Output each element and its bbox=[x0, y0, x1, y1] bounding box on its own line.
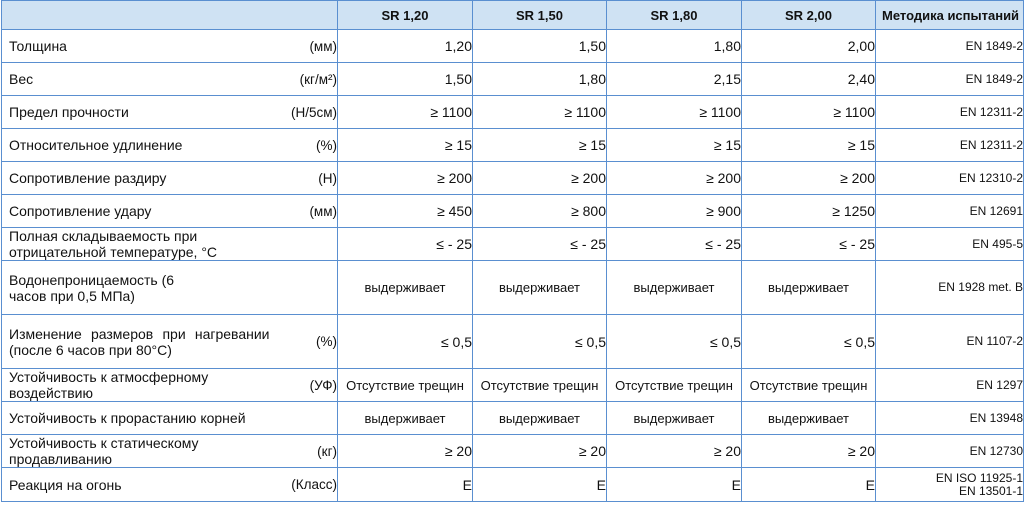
test-method: EN 1849-2 bbox=[876, 63, 1024, 96]
value-sr-1-50: выдерживает bbox=[473, 402, 607, 435]
value-sr-1-50: ≥ 200 bbox=[473, 162, 607, 195]
value-sr-2-00: ≥ 200 bbox=[742, 162, 876, 195]
value-sr-1-80: ≤ - 25 bbox=[607, 228, 742, 261]
header-row bbox=[2, 1, 1024, 30]
param-unit: (%) bbox=[270, 129, 338, 162]
table-row bbox=[2, 63, 1024, 96]
param-name-cell bbox=[2, 369, 270, 402]
param-name-cell bbox=[2, 468, 270, 502]
value-sr-1-20: ≤ 0,5 bbox=[338, 315, 473, 369]
param-name-cell bbox=[2, 162, 270, 195]
value-sr-2-00: 2,00 bbox=[742, 30, 876, 63]
value-sr-1-80: ≥ 1100 bbox=[607, 96, 742, 129]
value-sr-1-50: 1,80 bbox=[473, 63, 607, 96]
value-sr-1-50: ≥ 15 bbox=[473, 129, 607, 162]
test-method: EN 12311-2 bbox=[876, 129, 1024, 162]
table-row bbox=[2, 468, 1024, 502]
param-name-cell bbox=[2, 63, 270, 96]
value-sr-2-00: ≥ 20 bbox=[742, 435, 876, 468]
value-sr-1-20: ≥ 450 bbox=[338, 195, 473, 228]
table-row bbox=[2, 162, 1024, 195]
header-blank-cell bbox=[2, 1, 338, 30]
table-row bbox=[2, 30, 1024, 63]
test-method-multiline bbox=[876, 468, 1024, 502]
param-unit bbox=[270, 228, 338, 261]
value-sr-2-00: ≥ 1100 bbox=[742, 96, 876, 129]
header-sr-2-00: SR 2,00 bbox=[742, 1, 876, 30]
header-sr-1-80: SR 1,80 bbox=[607, 1, 742, 30]
table-row bbox=[2, 96, 1024, 129]
header-test-method: Методика испытаний bbox=[876, 1, 1024, 30]
value-sr-2-00: ≥ 1250 bbox=[742, 195, 876, 228]
table-row bbox=[2, 195, 1024, 228]
test-method: EN 1297 bbox=[876, 369, 1024, 402]
param-name: Сопротивление раздиру bbox=[9, 170, 167, 186]
test-method: EN 12310-2 bbox=[876, 162, 1024, 195]
test-method: EN 1849-2 bbox=[876, 30, 1024, 63]
param-unit: (Н/5см) bbox=[270, 96, 338, 129]
param-name-cell bbox=[2, 30, 270, 63]
value-sr-2-00: ≤ 0,5 bbox=[742, 315, 876, 369]
value-sr-2-00: ≤ - 25 bbox=[742, 228, 876, 261]
test-method: EN 13948 bbox=[876, 402, 1024, 435]
param-unit: (Н) bbox=[270, 162, 338, 195]
value-sr-1-20: Отсутствие трещин bbox=[338, 369, 473, 402]
value-sr-2-00: Отсутствие трещин bbox=[742, 369, 876, 402]
test-method: EN 1107-2 bbox=[876, 315, 1024, 369]
param-unit: (кг/м²) bbox=[270, 63, 338, 96]
test-method: EN 495-5 bbox=[876, 228, 1024, 261]
value-sr-1-50: ≤ - 25 bbox=[473, 228, 607, 261]
test-method-line-1: EN ISO 11925-1 bbox=[935, 470, 1023, 485]
test-method: EN 1928 met. B bbox=[876, 261, 1024, 315]
value-sr-1-80: ≥ 15 bbox=[607, 129, 742, 162]
value-sr-1-20: ≥ 200 bbox=[338, 162, 473, 195]
param-name: Изменение размеров при нагревании (после 6 часов при 80°С) bbox=[9, 325, 270, 358]
param-unit: (кг) bbox=[270, 435, 338, 468]
value-sr-1-20: ≤ - 25 bbox=[338, 228, 473, 261]
param-unit bbox=[270, 402, 338, 435]
value-sr-1-50: ≤ 0,5 bbox=[473, 315, 607, 369]
value-sr-1-20: выдерживает bbox=[338, 402, 473, 435]
value-sr-1-80: 1,80 bbox=[607, 30, 742, 63]
param-name: Толщина bbox=[9, 38, 67, 54]
value-sr-1-80: 2,15 bbox=[607, 63, 742, 96]
param-unit: (%) bbox=[270, 315, 338, 369]
value-sr-1-20: 1,50 bbox=[338, 63, 473, 96]
param-name: Устойчивость к прорастанию корней bbox=[9, 410, 246, 426]
value-sr-2-00: выдерживает bbox=[742, 402, 876, 435]
param-name-cell bbox=[2, 435, 270, 468]
test-method: EN 12730 bbox=[876, 435, 1024, 468]
value-sr-1-20: 1,20 bbox=[338, 30, 473, 63]
param-name-cell bbox=[2, 261, 270, 315]
value-sr-1-50: ≥ 1100 bbox=[473, 96, 607, 129]
param-name: Реакция на огонь bbox=[9, 476, 122, 493]
param-name: Водонепроницаемость (6 часов при 0,5 МПа) bbox=[9, 271, 175, 304]
table-row bbox=[2, 315, 1024, 369]
param-unit: (Класс) bbox=[270, 468, 338, 502]
value-sr-2-00: 2,40 bbox=[742, 63, 876, 96]
param-unit: (мм) bbox=[270, 30, 338, 63]
param-unit: (УФ) bbox=[270, 369, 338, 402]
value-sr-2-00: выдерживает bbox=[742, 261, 876, 315]
param-name-cell bbox=[2, 195, 270, 228]
param-name-cell bbox=[2, 402, 270, 435]
value-sr-1-20: E bbox=[338, 468, 473, 502]
test-method-line-2: EN 13501-1 bbox=[958, 483, 1023, 498]
value-sr-1-80: ≥ 20 bbox=[607, 435, 742, 468]
value-sr-1-80: ≥ 900 bbox=[607, 195, 742, 228]
param-name-cell bbox=[2, 129, 270, 162]
value-sr-1-20: ≥ 20 bbox=[338, 435, 473, 468]
table-row bbox=[2, 402, 1024, 435]
value-sr-1-80: выдерживает bbox=[607, 402, 742, 435]
specification-table bbox=[1, 0, 1024, 502]
value-sr-1-50: Отсутствие трещин bbox=[473, 369, 607, 402]
param-name: Вес bbox=[9, 71, 34, 87]
test-method: EN 12311-2 bbox=[876, 96, 1024, 129]
param-name: Относительное удлинение bbox=[9, 137, 183, 153]
header-sr-1-20: SR 1,20 bbox=[338, 1, 473, 30]
param-unit: (мм) bbox=[270, 195, 338, 228]
param-unit bbox=[270, 261, 338, 315]
param-name: Устойчивость к статическому продавливанию bbox=[9, 435, 199, 467]
table-row bbox=[2, 369, 1024, 402]
table-row bbox=[2, 435, 1024, 468]
value-sr-1-50: ≥ 20 bbox=[473, 435, 607, 468]
value-sr-2-00: E bbox=[742, 468, 876, 502]
param-name: Полная складываемость при отрицательной температуре, °С bbox=[9, 228, 218, 260]
value-sr-1-50: выдерживает bbox=[473, 261, 607, 315]
value-sr-2-00: ≥ 15 bbox=[742, 129, 876, 162]
param-name-cell bbox=[2, 96, 270, 129]
table-row bbox=[2, 261, 1024, 315]
value-sr-1-80: выдерживает bbox=[607, 261, 742, 315]
param-name: Сопротивление удару bbox=[9, 203, 152, 219]
value-sr-1-50: ≥ 800 bbox=[473, 195, 607, 228]
test-method: EN 12691 bbox=[876, 195, 1024, 228]
param-name: Устойчивость к атмосферному воздействию bbox=[9, 369, 209, 401]
value-sr-1-50: 1,50 bbox=[473, 30, 607, 63]
value-sr-1-80: E bbox=[607, 468, 742, 502]
param-name: Предел прочности bbox=[9, 104, 129, 120]
value-sr-1-80: Отсутствие трещин bbox=[607, 369, 742, 402]
value-sr-1-80: ≥ 200 bbox=[607, 162, 742, 195]
param-name-cell bbox=[2, 315, 270, 369]
value-sr-1-50: E bbox=[473, 468, 607, 502]
value-sr-1-80: ≤ 0,5 bbox=[607, 315, 742, 369]
header-sr-1-50: SR 1,50 bbox=[473, 1, 607, 30]
param-name-cell bbox=[2, 228, 270, 261]
value-sr-1-20: ≥ 15 bbox=[338, 129, 473, 162]
table-row bbox=[2, 228, 1024, 261]
table-row bbox=[2, 129, 1024, 162]
value-sr-1-20: выдерживает bbox=[338, 261, 473, 315]
value-sr-1-20: ≥ 1100 bbox=[338, 96, 473, 129]
